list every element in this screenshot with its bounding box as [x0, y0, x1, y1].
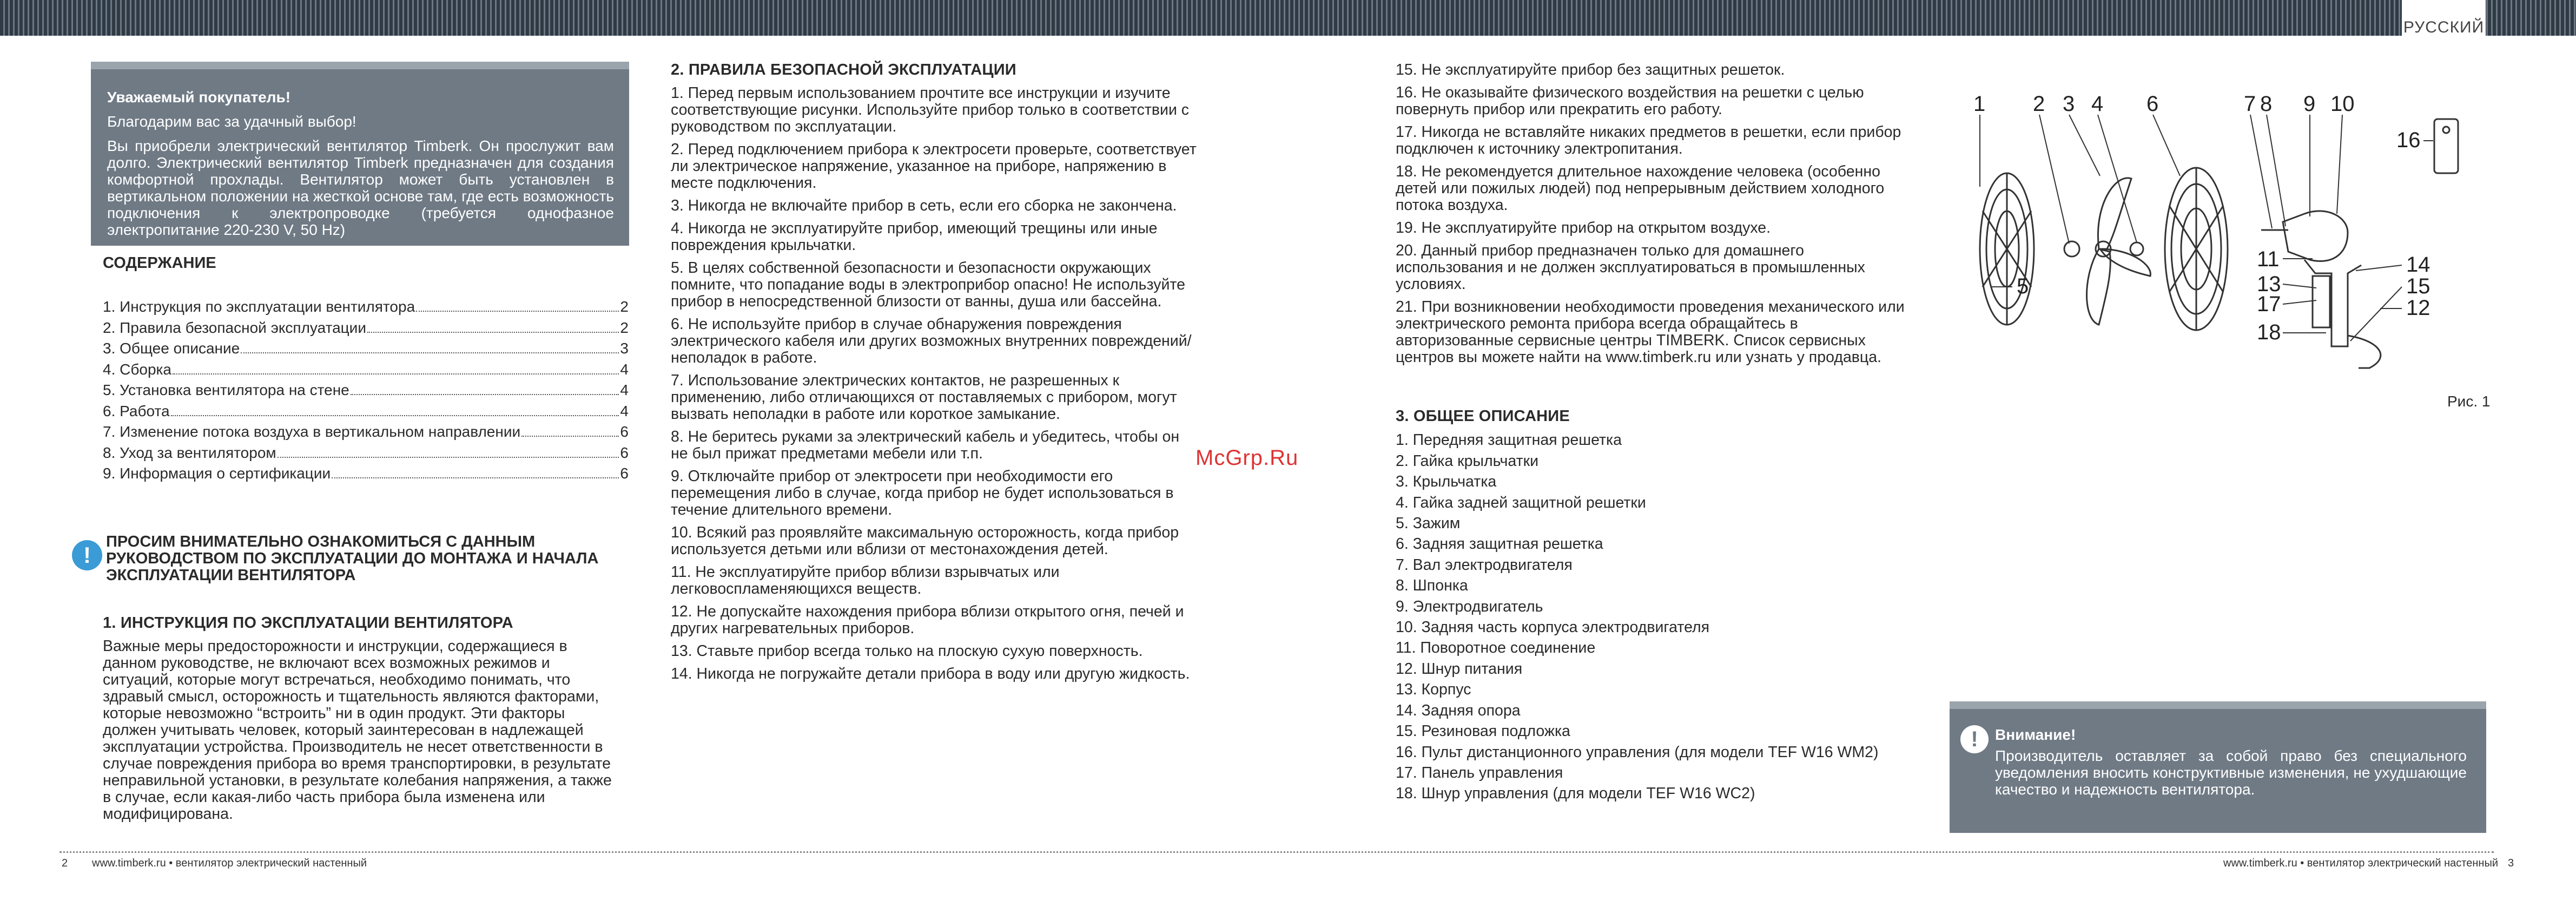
- contents-item[interactable]: 2. Правила безопасной эксплуатации 2: [103, 319, 629, 336]
- fig-label: 13: [2257, 272, 2281, 296]
- contents-item[interactable]: 8. Уход за вентилятором 6: [103, 444, 629, 461]
- rule-item: 3. Никогда не включайте прибор в сеть, если его сборка не закончена.: [671, 197, 1177, 214]
- part-item: 1. Передняя защитная решетка: [1396, 431, 1622, 449]
- section-3-title: 3. ОБЩЕЕ ОПИСАНИЕ: [1396, 408, 1570, 425]
- contents-item[interactable]: 5. Установка вентилятора на стене 4: [103, 382, 629, 398]
- fig-label: 15: [2406, 274, 2430, 298]
- part-item: 9. Электродвигатель: [1396, 597, 1543, 615]
- part-item: 6. Задняя защитная решетка: [1396, 535, 1603, 553]
- fig-label: 1: [1973, 92, 1986, 116]
- attention-box: [1950, 701, 2486, 833]
- rule-item: 8. Не беритесь руками за электрический кабель и убедитесь, чтобы он не был прижат предметами мебели или т.п.: [671, 428, 1180, 462]
- section-1-title: 1. ИНСТРУКЦИЯ ПО ЭКСПЛУАТАЦИИ ВЕНТИЛЯТОРА: [103, 614, 513, 632]
- rule-item: 11. Не эксплуатируйте прибор вблизи взрывчатых или легковоспламеняющихся веществ.: [671, 563, 1060, 597]
- exclamation-icon: !: [1960, 725, 1989, 753]
- exclamation-icon: !: [72, 540, 102, 570]
- fan-exploded-diagram: [1958, 87, 2499, 417]
- fig-label: 7: [2244, 92, 2256, 116]
- part-item: 3. Крыльчатка: [1396, 473, 1497, 491]
- part-item: 17. Панель управления: [1396, 764, 1563, 781]
- fig-label: 18: [2257, 320, 2281, 344]
- part-item: 13. Корпус: [1396, 681, 1471, 699]
- fig-label: 3: [2063, 92, 2075, 116]
- part-item: 10. Задняя часть корпуса электродвигателя: [1396, 619, 1710, 636]
- rule-item: 1. Перед первым использованием прочтите все инструкции и изучите соответствующие рисунки. Используйте прибор только в соответствии с руководством по эксплуатации.: [671, 84, 1190, 135]
- part-item: 7. Вал электродвигателя: [1396, 556, 1573, 574]
- figure-caption: Рис. 1: [2447, 393, 2491, 410]
- footer-right-text: www.timberk.ru • вентилятор электрический настенный: [2223, 857, 2498, 869]
- rule-item: 10. Всякий раз проявляйте максимальную осторожность, когда прибор используется детьми или вблизи от местонахождения детей.: [671, 524, 1179, 558]
- contents-item[interactable]: 1. Инструкция по эксплуатации вентилятора 2: [103, 298, 629, 315]
- language-label: РУССКИЙ: [2403, 18, 2485, 36]
- rule-item: 14. Никогда не погружайте детали прибора в воду или другую жидкость.: [671, 665, 1190, 682]
- contents-item[interactable]: 6. Работа 4: [103, 402, 629, 419]
- top-stripe-bar: [0, 0, 2576, 36]
- attention-body: Производитель оставляет за собой право без специального уведомления вносить конструктивные изменения, не ухудшающие качество и надежность вентилятора.: [1995, 747, 2467, 798]
- fig-label: 4: [2091, 92, 2104, 116]
- part-item: 12. Шнур питания: [1396, 660, 1523, 678]
- rule-item: 9. Отключайте прибор от электросети при необходимости его перемещения либо в случае, когда прибор не будет использоваться в течение длительного времени.: [671, 468, 1174, 518]
- part-item: 18. Шнур управления (для модели TEF W16 WC2): [1396, 785, 1755, 803]
- fig-label: 9: [2303, 92, 2316, 116]
- rule-item: 19. Не эксплуатируйте прибор на открытом воздухе.: [1396, 219, 1771, 237]
- rule-item: 20. Данный прибор предназначен только для домашнего использования и не должен эксплуатироваться в промышленных условиях.: [1396, 242, 1865, 293]
- notice-text: ПРОСИМ ВНИМАТЕЛЬНО ОЗНАКОМИТЬСЯ С ДАННЫМ РУКОВОДСТВОМ ПО ЭКСПЛУАТАЦИИ ДО МОНТАЖА И НАЧАЛА ЭКСПЛУАТАЦИИ ВЕНТИЛЯТОРА: [106, 533, 599, 584]
- fig-label: 16: [2396, 128, 2421, 152]
- greeting-body: Вы приобрели электрический вентилятор Timberk. Он прослужит вам долго. Электрический вентилятор Timberk предназначен для создания комфортной прохлады. Вентилятор может быть установлен в вертикальном положении на жесткой основе там, где есть возможность подключения к электропроводке (требуется однофазное электропитание 220-230 V, 50 Hz): [107, 137, 614, 238]
- part-item: 11. Поворотное соединение: [1396, 639, 1596, 657]
- rule-item: 13. Ставьте прибор всегда только на плоскую сухую поверхность.: [671, 642, 1143, 660]
- contents-item[interactable]: 3. Общее описание 3: [103, 340, 629, 357]
- fig-label: 17: [2257, 292, 2281, 316]
- section-3: [1396, 406, 1915, 804]
- rule-item: 5. В целях собственной безопасности и безопасности окружающих помните, что попадание воды в электроприбор опасно! Не используйте прибор в непосредственной близости от ванны, душа или бассейна.: [671, 259, 1185, 310]
- rule-item: 4. Никогда не эксплуатируйте прибор, имеющий трещины или иные повреждения крыльчатки.: [671, 220, 1158, 254]
- fig-label: 5: [2017, 274, 2029, 298]
- section-2: [671, 62, 1198, 688]
- part-item: 8. Шпонка: [1396, 577, 1468, 595]
- section-1: [103, 615, 622, 829]
- rule-item: 7. Использование электрических контактов, не разрешенных к применению, либо отличающихся от поставляемых с прибором, могут вызвать неполадки в работе или короткое замыкание.: [671, 372, 1177, 423]
- rule-item: 18. Не рекомендуется длительное нахождение человека (особенно детей или пожилых людей) под непрерывным действием холодного потока воздуха.: [1396, 163, 1885, 214]
- watermark: McGrp.Ru: [1195, 446, 1299, 470]
- fig-label: 11: [2257, 247, 2280, 271]
- part-item: 2. Гайка крыльчатки: [1396, 452, 1539, 470]
- rule-item: 6. Не используйте прибор в случае обнаружения повреждения электрического кабеля или других возможных внутренних повреждений/неполадок в работе.: [671, 316, 1192, 366]
- section-2-title: 2. ПРАВИЛА БЕЗОПАСНОЙ ЭКСПЛУАТАЦИИ: [671, 61, 1016, 78]
- part-item: 4. Гайка задней защитной решетки: [1396, 494, 1646, 511]
- footer-left-text: www.timberk.ru • вентилятор электрический настенный: [92, 857, 367, 869]
- greeting-box: [91, 62, 629, 246]
- fig-label: 2: [2033, 92, 2045, 116]
- part-item: 16. Пульт дистанционного управления (для модели TEF W16 WM2): [1396, 743, 1879, 761]
- section-1-body: Важные меры предосторожности и инструкции, содержащиеся в данном руководстве, не включают всех возможных режимов и ситуаций, которые могут встречаться, необходимо понимать, что здравый смысл, осторожность и тщательность являются факторами, которые невозможно “встроить” ни в один продукт. Эти факторы должен учитывать человек, который заинтересован в надлежащей эксплуатации устройства. Производитель не несет ответственности в случае повреждения прибора во время транспортировки, в результате неправильной установки, в результате колебания напряжения, а также в случае, если какая-либо часть прибора была изменена или модифицирована.: [103, 638, 612, 823]
- rule-item: 17. Никогда не вставляйте никаких предметов в решетки, если прибор подключен к источнику электропитания.: [1396, 123, 1901, 157]
- rule-item: 15. Не эксплуатируйте прибор без защитных решеток.: [1396, 61, 1785, 78]
- attention-title: Внимание!: [1995, 726, 2076, 743]
- fig-label: 10: [2330, 92, 2355, 116]
- rule-item: 16. Не оказывайте физического воздействия на решетки с целью повернуть прибор или прекратить его работу.: [1396, 84, 1864, 118]
- fig-label: 6: [2146, 92, 2159, 116]
- rule-item: 12. Не допускайте нахождения прибора вблизи открытого огня, печей и других нагревательных приборов.: [671, 603, 1184, 637]
- greeting-thanks: Благодарим вас за удачный выбор!: [107, 113, 356, 130]
- part-item: 5. Зажим: [1396, 515, 1461, 533]
- fig-label: 12: [2406, 296, 2430, 320]
- contents-title: СОДЕРЖАНИЕ: [103, 254, 216, 272]
- section-2-continued: [1396, 62, 1915, 372]
- part-item: 14. Задняя опора: [1396, 701, 1521, 719]
- rule-item: 2. Перед подключением прибора к электросети проверьте, соответствует ли электрическое напряжение, указанное на приборе, напряжению в месте подключения.: [671, 141, 1197, 192]
- contents-list: [103, 297, 629, 484]
- fig-label: 14: [2406, 253, 2430, 277]
- part-item: 15. Резиновая подложка: [1396, 722, 1570, 740]
- contents-item[interactable]: 9. Информация о сертификации 6: [103, 465, 629, 482]
- footer-right-page: 3: [2508, 857, 2514, 869]
- fig-label: 8: [2260, 92, 2273, 116]
- contents-item[interactable]: 7. Изменение потока воздуха в вертикальном направлении 6: [103, 423, 629, 440]
- greeting-title: Уважаемый покупатель!: [107, 89, 291, 106]
- footer-left-page: 2: [62, 857, 68, 869]
- rule-item: 21. При возникновении необходимости проведения механического или электрического ремонта прибора всегда обращайтесь в авторизованные сервисные центры TIMBERK. Список сервисных центров вы можете найти на www.timberk.ru или узнать у продавца.: [1396, 298, 1905, 366]
- contents-item[interactable]: 4. Сборка 4: [103, 360, 629, 378]
- footer-divider: [60, 851, 2494, 853]
